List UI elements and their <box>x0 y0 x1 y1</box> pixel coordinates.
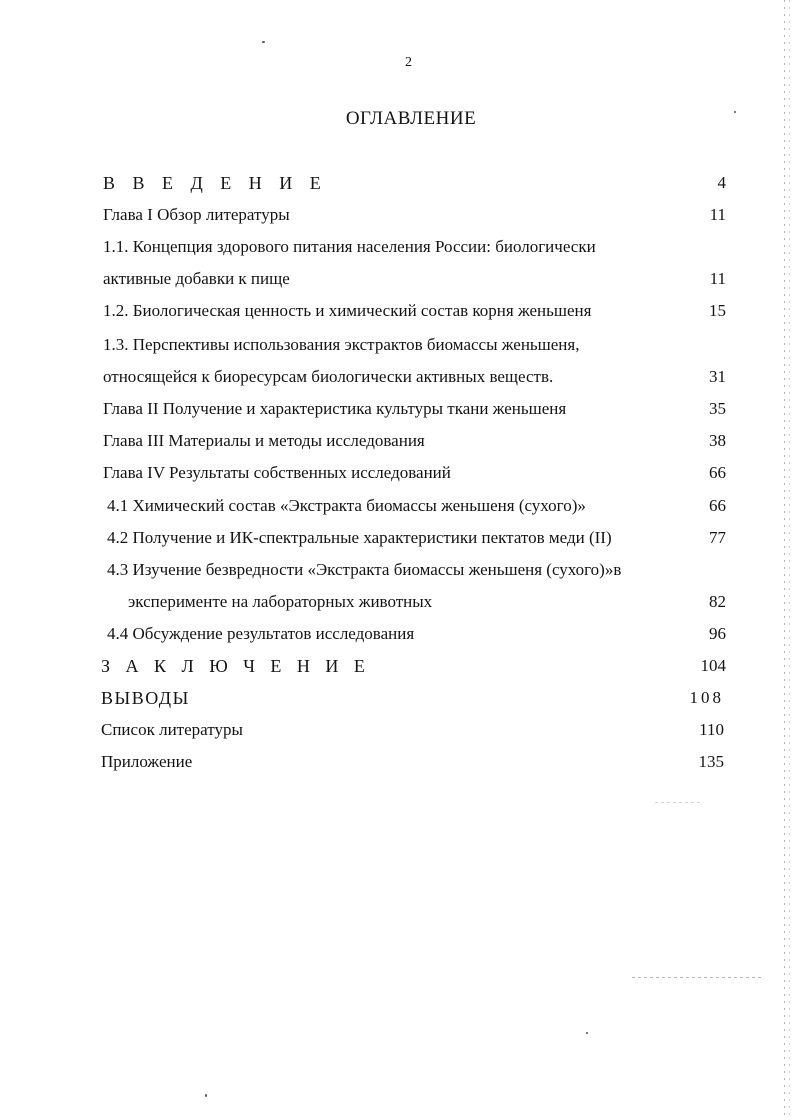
toc-entry-text: Глава I Обзор литературы <box>103 205 290 224</box>
toc-entry-text: 1.1. Концепция здорового питания населения России: биологически <box>103 237 596 256</box>
toc-entry-page: 110 <box>699 720 724 739</box>
scan-dash <box>632 977 762 978</box>
scan-dash <box>655 802 700 803</box>
toc-entry-text: Глава IV Результаты собственных исследований <box>103 463 451 482</box>
toc-entry-page: 82 <box>709 592 726 611</box>
toc-entry-chapter-1 <box>0 202 798 228</box>
toc-entry-text: 4.2 Получение и ИК-спектральные характеристики пектатов меди (II) <box>107 528 612 547</box>
toc-entry-page: 11 <box>709 269 726 288</box>
toc-entry-4-2 <box>0 525 798 551</box>
toc-entry-chapter-2 <box>0 396 798 422</box>
toc-entry-text: 4.4 Обсуждение результатов исследования <box>107 624 415 643</box>
toc-entry-4-3-cont <box>0 589 798 615</box>
toc-entry-text: Глава II Получение и характеристика культуры ткани женьшеня <box>103 399 567 418</box>
toc-entry-page: 15 <box>709 301 726 320</box>
toc-entry-text: В В Е Д Е Н И Е <box>103 173 328 193</box>
toc-entry-page: 35 <box>709 399 726 418</box>
toc-entry-text: Приложение <box>101 752 193 771</box>
scan-speck <box>205 1094 207 1097</box>
toc-entry-page: 31 <box>709 367 726 386</box>
toc-entry-text: относящейся к биоресурсам биологически активных веществ. <box>103 367 554 386</box>
toc-entry-chapter-3 <box>0 428 798 454</box>
toc-entry-page: 66 <box>709 463 726 482</box>
toc-entry-1-1-cont <box>0 266 798 292</box>
toc-entry-page: 38 <box>709 431 726 450</box>
toc-entry-1-1 <box>0 234 798 260</box>
toc-entry-page: 104 <box>700 656 726 675</box>
toc-entry-1-3-cont <box>0 364 798 390</box>
toc-entry-page: 96 <box>709 624 726 643</box>
scan-speck <box>262 41 265 43</box>
toc-title: ОГЛАВЛЕНИЕ <box>345 108 477 129</box>
toc-entry-chapter-4 <box>0 460 798 486</box>
toc-entry-text: 4.3 Изучение безвредности «Экстракта биомассы женьшеня (сухого)»в <box>107 560 622 579</box>
toc-entry-introduction <box>0 170 798 196</box>
page-number: 2 <box>405 55 412 70</box>
toc-entry-page: 135 <box>698 752 724 771</box>
toc-entry-1-2 <box>0 298 798 324</box>
toc-entry-text: 1.3. Перспективы использования экстрактов биомассы женьшеня, <box>103 335 580 354</box>
toc-entry-conclusion <box>0 653 798 679</box>
toc-entry-appendix <box>0 749 798 775</box>
toc-entry-page: 4 <box>717 173 726 192</box>
toc-entry-text: 1.2. Биологическая ценность и химический состав корня женьшеня <box>103 301 592 320</box>
toc-entry-references <box>0 717 798 743</box>
toc-entry-4-3 <box>0 557 798 583</box>
toc-entry-4-1 <box>0 493 798 519</box>
toc-entry-page: 66 <box>709 496 726 515</box>
toc-entry-findings <box>0 685 798 711</box>
toc-entry-text: эксперименте на лабораторных животных <box>128 592 433 611</box>
toc-entry-text: 4.1 Химический состав «Экстракта биомассы женьшеня (сухого)» <box>107 496 586 515</box>
toc-entry-text: Глава III Материалы и методы исследования <box>103 431 425 450</box>
toc-entry-page: 11 <box>709 205 726 224</box>
toc-entry-page: 77 <box>709 528 726 547</box>
toc-entry-text: Список литературы <box>101 720 243 739</box>
toc-entry-text: ВЫВОДЫ <box>101 688 190 708</box>
toc-entry-text: активные добавки к пище <box>103 269 290 288</box>
toc-entry-text: З А К Л Ю Ч Е Н И Е <box>101 656 371 676</box>
toc-entry-4-4 <box>0 621 798 647</box>
toc-entry-1-3 <box>0 332 798 358</box>
scan-speck <box>586 1032 588 1034</box>
toc-entry-page: 108 <box>689 688 724 707</box>
